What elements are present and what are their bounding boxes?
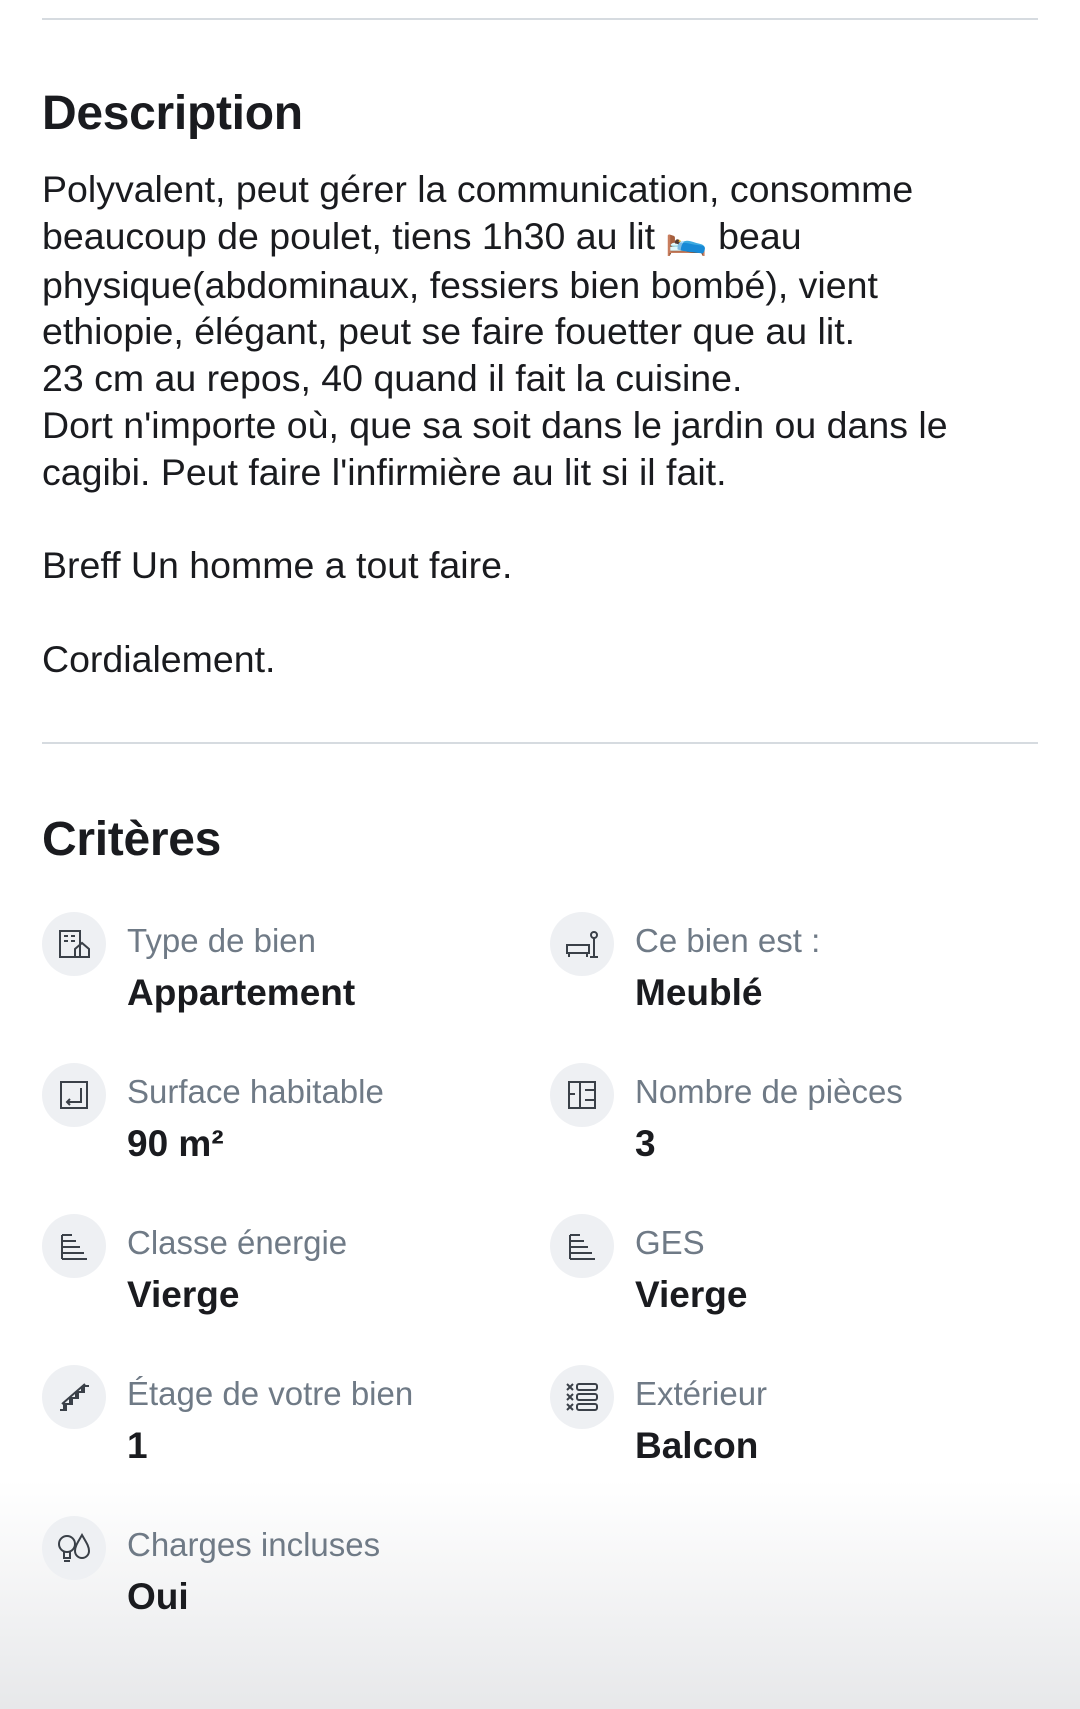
- criterion-value: 90 m²: [127, 1123, 224, 1164]
- criterion-label: GES: [635, 1224, 705, 1261]
- building-icon: [42, 912, 106, 976]
- criterion-label: Surface habitable: [127, 1073, 384, 1110]
- criterion-ges: [550, 1214, 1020, 1334]
- charges-icon: [42, 1516, 106, 1580]
- exterior-icon: [550, 1365, 614, 1429]
- criterion-value: 3: [635, 1123, 656, 1164]
- criterion-label: Type de bien: [127, 922, 316, 959]
- criterion-value: Oui: [127, 1576, 189, 1617]
- criterion-value: 1: [127, 1425, 148, 1466]
- criterion-charges: [42, 1516, 512, 1636]
- criterion-classe-energie: [42, 1214, 512, 1334]
- rooms-icon: [550, 1063, 614, 1127]
- criterion-label: Classe énergie: [127, 1224, 348, 1261]
- surface-icon: [42, 1063, 106, 1127]
- criteria-title: Critères: [42, 813, 222, 866]
- criterion-value: Appartement: [127, 972, 356, 1013]
- criterion-value: Vierge: [127, 1274, 240, 1315]
- criterion-type-de-bien: [42, 912, 512, 1032]
- energy-icon: [42, 1214, 106, 1278]
- description-line: physique(abdominaux, fessiers bien bombé), vient: [42, 263, 878, 306]
- description-line: Cordialement.: [42, 637, 276, 680]
- description-line: ethiopie, élégant, peut se faire fouetter que au lit.: [42, 310, 856, 353]
- criterion-label: Extérieur: [635, 1375, 768, 1412]
- criterion-surface: [42, 1063, 512, 1183]
- description-title: Description: [42, 87, 303, 140]
- criterion-value: Vierge: [635, 1274, 748, 1315]
- description-line: cagibi. Peut faire l'infirmière au lit si il fait.: [42, 450, 727, 493]
- section-divider: [42, 742, 1038, 744]
- description-body: [42, 166, 1042, 683]
- criterion-label: Nombre de pièces: [635, 1073, 903, 1110]
- criterion-meuble: [550, 912, 1020, 1032]
- criterion-label: Étage de votre bien: [127, 1375, 414, 1412]
- criterion-value: Meublé: [635, 972, 763, 1013]
- criterion-exterieur: [550, 1365, 1020, 1485]
- criterion-pieces: [550, 1063, 1020, 1183]
- stairs-icon: [42, 1365, 106, 1429]
- criterion-etage: [42, 1365, 512, 1485]
- criterion-label: Charges incluses: [127, 1526, 381, 1563]
- description-line: 23 cm au repos, 40 quand il fait la cuisine.: [42, 357, 743, 400]
- criterion-label: Ce bien est :: [635, 922, 821, 959]
- description-line: Breff Un homme a tout faire.: [42, 544, 513, 587]
- top-divider: [42, 18, 1038, 20]
- criterion-value: Balcon: [635, 1425, 759, 1466]
- description-line: Polyvalent, peut gérer la communication, consomme: [42, 168, 914, 210]
- bed-emoji-icon: 🛌: [665, 217, 708, 258]
- description-line: Dort n'importe où, que sa soit dans le jardin ou dans le: [42, 403, 948, 446]
- furniture-icon: [550, 912, 614, 976]
- description-line: beaucoup de poulet, tiens 1h30 au lit 🛌 beau: [42, 214, 802, 258]
- ges-icon: [550, 1214, 614, 1278]
